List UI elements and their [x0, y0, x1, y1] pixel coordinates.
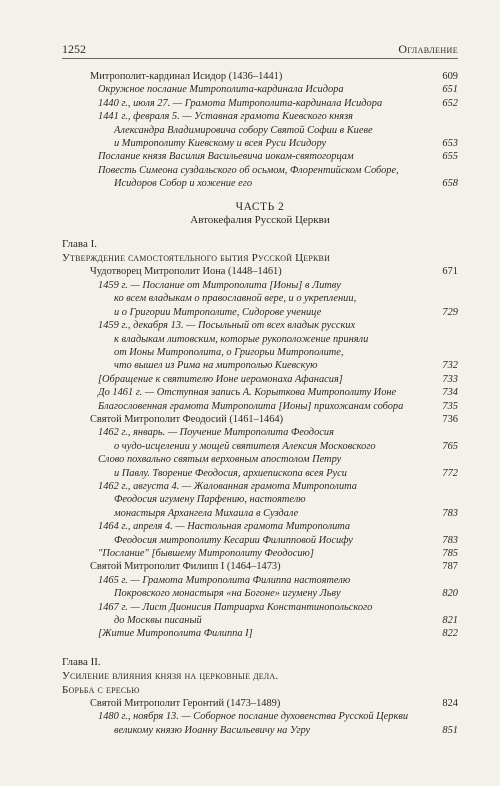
toc-entry-continuation: до Москвы писаный [114, 615, 202, 627]
toc-entry-continuation: и Павлу. Творение Феодосия, архиепископа всея Руси [114, 467, 347, 479]
toc-entry [90, 560, 458, 573]
toc-entry-page: 820 [442, 588, 458, 600]
toc-entry-page: 736 [442, 413, 458, 425]
toc-entry [98, 627, 458, 640]
toc-entry-page: 655 [442, 151, 458, 163]
part-title: Автокефалия Русской Церкви [190, 214, 330, 227]
toc-entry-title: [Обращение к святителю Ионе иеромонаха Афанасия] [98, 373, 343, 385]
toc-entry [98, 386, 458, 399]
toc-entry-page: 733 [442, 373, 458, 385]
toc-entry-continuation: от Ионы Митрополита, о Григорьи Митрополите, [114, 346, 344, 358]
toc-entry-title: Окружное послание Митрополита-кардинала Исидора [98, 84, 344, 96]
toc-entry-title: Слово похвально святым верховным апостолом Петру [98, 454, 342, 466]
toc-entry-continuation: ко всем владыкам о православной вере, и о укреплении, [114, 293, 357, 305]
toc-entry-page: 735 [442, 400, 458, 412]
toc-entry-title: Митрополит-кардинал Исидор (1436–1441) [90, 71, 283, 82]
toc-entry-page: 765 [442, 440, 458, 452]
toc-entry-title: Святой Митрополит Геронтий (1473–1489) [90, 697, 281, 709]
chapter-2-heading [62, 655, 458, 697]
toc-entry [98, 319, 458, 373]
toc-entry-page: 787 [442, 561, 458, 573]
toc-entry-page: 651 [442, 84, 458, 96]
page-number: 1252 [62, 42, 86, 56]
toc-entry-continuation: что вышел из Рима на митрополью Киевскую [114, 360, 318, 372]
toc-entry-title: 1459 г. — Послание от Митрополита [Ионы] в Литву [98, 279, 341, 291]
toc-entry-title: [Житие Митрополита Филиппа I] [98, 628, 253, 640]
toc-entry-title: "Послание" [бывшему Митрополиту Феодосию] [98, 548, 314, 559]
toc-entry [98, 574, 458, 601]
toc-entry-title: 1467 г. — Лист Дионисия Патриарха Константинопольского [98, 601, 373, 613]
chapter-2-subname: Борьба с ересью [62, 683, 140, 696]
chapter-2-name: Усиление влияния князя на церковные дела. [62, 669, 279, 682]
toc-entry [98, 601, 458, 628]
toc-entry-title: 1462 г., январь. — Поучение Митрополита Феодосия [98, 427, 334, 439]
chapter-2-entries [62, 697, 458, 737]
toc-entry [90, 265, 458, 278]
toc-entry-page: 824 [442, 697, 458, 709]
toc-entry [98, 453, 458, 480]
toc-entry [90, 413, 458, 426]
toc-entry-title: До 1461 г. — Отступная запись А. Корыткова Митрополиту Ионе [98, 387, 397, 399]
chapter-2-label: Глава II. [62, 655, 101, 668]
toc-entry [98, 110, 458, 150]
toc-entry-continuation: к владыкам литовским, которые рукоположение приняли [114, 333, 369, 345]
toc-entry-title: 1464 г., апреля 4. — Настольная грамота Митрополита [98, 521, 351, 533]
toc-entry-continuation: Покровского монастыря «на Богоне» игумену Льву [114, 588, 341, 600]
toc-entry-title: Чудотворец Митрополит Иона (1448–1461) [90, 266, 282, 278]
chapter-1-name: Утверждение самостоятельного бытия Русской Церкви [62, 252, 331, 265]
toc-entry-title: 1440 г., июля 27. — Грамота Митрополита-кардинала Исидора [98, 97, 383, 109]
toc-entry-continuation: великому князю Иоанну Васильевичу на Угру [114, 724, 311, 736]
toc-entry-title: 1465 г. — Грамота Митрополита Филиппа настоятелю [98, 574, 351, 586]
toc-entry-page: 653 [442, 138, 458, 150]
toc-entry-title: 1441 г., февраля 5. — Уставная грамота Киевского князя [98, 111, 354, 123]
toc-entry [98, 164, 458, 191]
toc-entry [90, 697, 458, 710]
toc-entry [90, 70, 458, 83]
running-title: Оглавление [398, 42, 458, 56]
toc-entry-page: 821 [442, 615, 458, 627]
toc-entry [98, 547, 458, 560]
toc-entry-title: 1480 г., ноября 13. — Соборное послание духовенства Русской Церкви [98, 711, 409, 723]
toc-entry [98, 373, 458, 386]
toc-entry [98, 710, 458, 737]
toc-entry [98, 279, 458, 319]
toc-entry-continuation: и Митрополиту Киевскому и всея Руси Исидору [114, 138, 327, 150]
chapter-1-heading [62, 237, 458, 265]
toc-entry-page: 783 [442, 534, 458, 546]
toc-entry-title: Послание князя Василия Васильевича иокам-святогорцам [98, 151, 354, 163]
toc-entry-title: 1462 г., августа 4. — Жалованная грамота Митрополита [98, 480, 357, 492]
running-header [62, 42, 458, 58]
toc-entry-page: 785 [442, 548, 458, 559]
header-rule [62, 58, 458, 59]
toc-entry-continuation: Александра Владимировича собору Святой Софии в Киеве [114, 124, 373, 136]
toc-entry-page: 658 [442, 178, 458, 190]
toc-entry-page: 609 [442, 71, 458, 82]
toc-entry-page: 822 [442, 628, 458, 640]
toc-entry-title: Святой Митрополит Феодосий (1461–1464) [90, 413, 284, 425]
part-heading [62, 201, 458, 228]
toc-entry-continuation: о чудо-исцелении у мощей святителя Алексия Московского [114, 440, 376, 452]
toc-entry [98, 150, 458, 163]
top-entries [62, 70, 458, 191]
toc-entry-continuation: и о Григории Митрополите, Сидорове ученице [114, 306, 322, 318]
toc-entry-page: 671 [442, 266, 458, 278]
toc-entry-page: 783 [442, 507, 458, 519]
toc-entry [98, 83, 458, 96]
toc-entry-page: 732 [442, 360, 458, 372]
toc-entry-title: 1459 г., декабря 13. — Посыльный от всех владык русских [98, 320, 356, 332]
toc-entry-page: 772 [442, 467, 458, 479]
toc-entry-title: Повесть Симеона суздальского об осьмом, Флорентийском Соборе, [98, 164, 399, 176]
table-of-contents [62, 70, 458, 737]
toc-entry [98, 426, 458, 453]
toc-entry [98, 520, 458, 547]
toc-entry-page: 729 [442, 306, 458, 318]
toc-entry-continuation: Феодосия митрополиту Кесарии Филипповой Иосифу [114, 534, 353, 546]
toc-entry-page: 652 [442, 97, 458, 109]
toc-entry-continuation: Феодосия игумену Парфению, настоятелю [114, 494, 306, 506]
chapter-1-label: Глава I. [62, 238, 97, 251]
toc-entry [98, 480, 458, 520]
toc-entry [98, 97, 458, 110]
toc-entry-continuation: монастыря Архангела Михаила в Суздале [114, 507, 299, 519]
toc-entry-title: Благословенная грамота Митрополита [Ионы] прихожанам собора [98, 400, 404, 412]
toc-entry-page: 734 [442, 387, 458, 399]
part-label: ЧАСТЬ 2 [235, 200, 285, 213]
toc-entry-continuation: Исидоров Собор и хожение его [114, 178, 253, 190]
chapter-1-entries [62, 265, 458, 640]
toc-entry-title: Святой Митрополит Филипп I (1464–1473) [90, 561, 281, 573]
toc-entry-page: 851 [442, 724, 458, 736]
toc-entry [98, 400, 458, 413]
